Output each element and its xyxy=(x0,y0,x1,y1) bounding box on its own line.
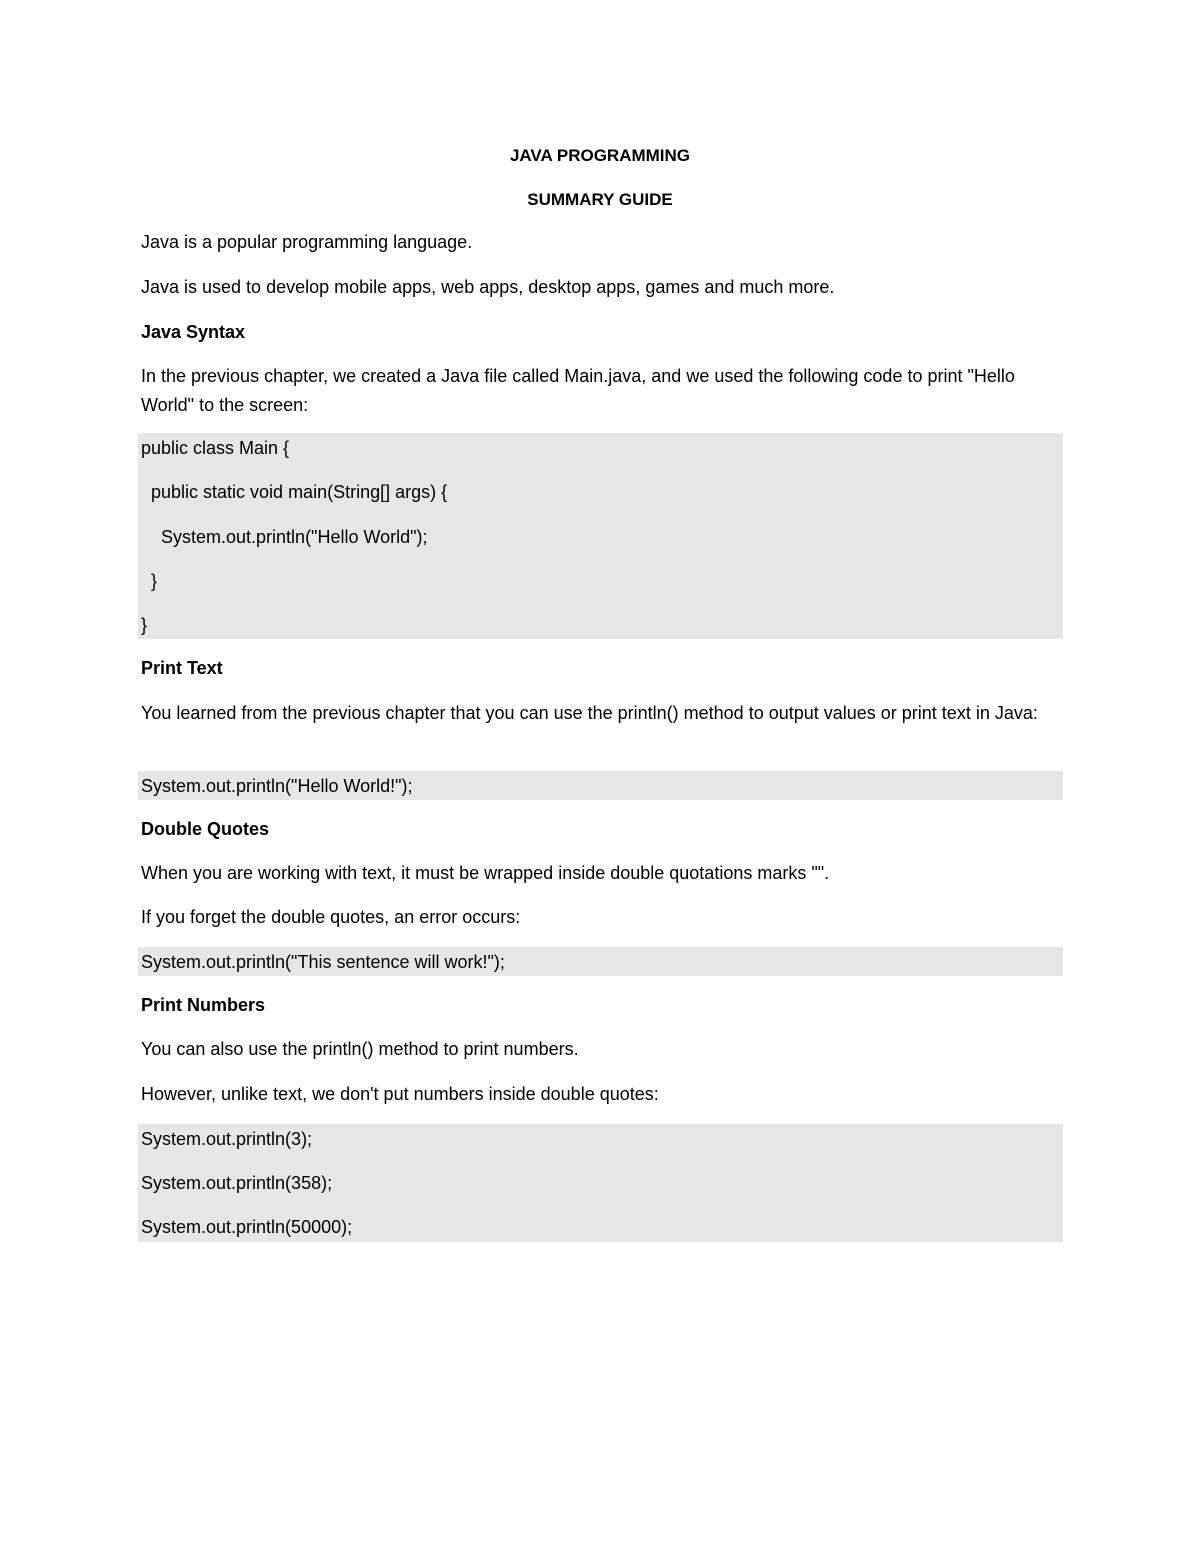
code-block-double-quotes xyxy=(138,947,1063,976)
section-paragraph-print-numbers-1: You can also use the println() method to print numbers. xyxy=(141,1039,579,1059)
code-line: System.out.println(3); xyxy=(141,1129,313,1149)
code-line: public class Main { xyxy=(141,438,290,458)
intro-paragraph-1: Java is a popular programming language. xyxy=(141,232,473,252)
code-line: System.out.println(50000); xyxy=(141,1217,353,1237)
document-subtitle: SUMMARY GUIDE xyxy=(527,190,673,209)
section-paragraph-print-numbers-2: However, unlike text, we don't put numbers inside double quotes: xyxy=(141,1084,659,1104)
code-line: System.out.println("Hello World!"); xyxy=(141,776,413,796)
code-line: System.out.println(358); xyxy=(141,1173,333,1193)
section-heading-java-syntax: Java Syntax xyxy=(141,322,246,342)
intro-paragraph-2: Java is used to develop mobile apps, web apps, desktop apps, games and much more. xyxy=(141,277,835,297)
code-line: System.out.println("Hello World"); xyxy=(141,527,428,547)
section-paragraph-double-quotes-2: If you forget the double quotes, an error occurs: xyxy=(141,907,521,927)
code-block-java-syntax xyxy=(138,433,1063,639)
section-heading-double-quotes: Double Quotes xyxy=(141,819,270,839)
code-line: } xyxy=(141,615,148,635)
section-paragraph-double-quotes-1: When you are working with text, it must be wrapped inside double quotations marks "". xyxy=(141,863,830,883)
code-block-print-numbers xyxy=(138,1124,1063,1242)
section-paragraph-print-text: You learned from the previous chapter that you can use the println() method to output values or print text in Java: xyxy=(141,703,1038,723)
code-line: } xyxy=(141,571,158,591)
code-line: public static void main(String[] args) { xyxy=(141,482,448,502)
section-paragraph-java-syntax: In the previous chapter, we created a Java file called Main.java, and we used the following code to print "Hello World" to the screen: xyxy=(141,366,1015,415)
section-heading-print-numbers: Print Numbers xyxy=(141,995,266,1015)
section-heading-print-text: Print Text xyxy=(141,658,223,678)
code-block-print-text xyxy=(138,771,1063,800)
code-line: System.out.println("This sentence will work!"); xyxy=(141,952,505,972)
document-title: JAVA PROGRAMMING xyxy=(509,146,691,165)
